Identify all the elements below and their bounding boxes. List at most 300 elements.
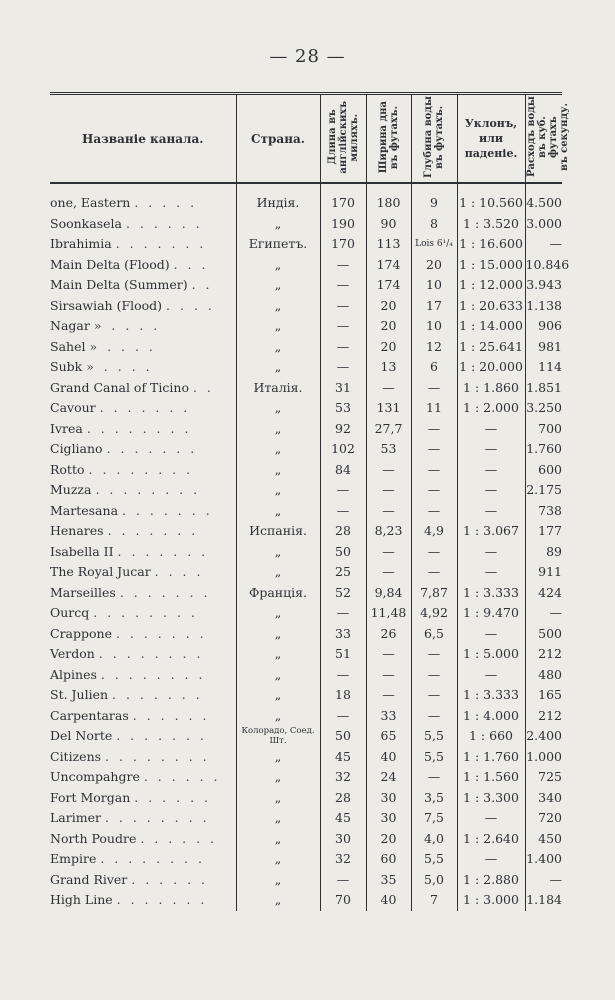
cell-bottom-width: 35 [366,870,411,891]
table-row [50,521,562,542]
cell-country: Египетъ. [236,234,320,255]
dot-leader: . . . . . . . . [88,461,194,477]
cell-country: „ [236,767,320,788]
cell-country: „ [236,562,320,583]
dot-leader: . . . . [166,297,215,313]
cell-water-depth: 6,5 [411,624,457,645]
table-row [50,644,562,665]
dot-leader: » . . . . [93,318,161,334]
cell-length: 102 [320,439,366,460]
table-row [50,214,562,235]
canal-name-text: Ivrea [50,420,83,436]
cell-slope: 1 : 3.520 [457,214,525,235]
cell-discharge: — [525,603,562,624]
cell-canal-name [50,296,236,317]
table-row [50,439,562,460]
cell-length: 28 [320,521,366,542]
canal-name-text: Alpines [50,666,97,682]
dot-leader: . . . . . . [134,789,211,805]
cell-discharge: 700 [525,419,562,440]
cell-bottom-width: — [366,665,411,686]
cell-slope: 1 : 3.000 [457,890,525,911]
cell-country: „ [236,685,320,706]
cell-length: 32 [320,767,366,788]
cell-length: 33 [320,624,366,645]
cell-bottom-width: — [366,685,411,706]
dot-leader: . . . . . . . . [95,482,201,498]
cell-country: „ [236,808,320,829]
canal-name-text: Ibrahimia [50,236,112,252]
cell-bottom-width: 9,84 [366,583,411,604]
cell-canal-name [50,665,236,686]
cell-slope: 1 : 2.880 [457,870,525,891]
cell-canal-name [50,870,236,891]
table-row [50,480,562,501]
canal-name-text: Verdon [50,646,95,662]
cell-discharge: 1.138 [525,296,562,317]
cell-canal-name [50,480,236,501]
canal-name-text: Soonkasela [50,215,122,231]
cell-bottom-width: 113 [366,234,411,255]
cell-length: 52 [320,583,366,604]
cell-length: 32 [320,849,366,870]
cell-length: — [320,255,366,276]
table-row [50,685,562,706]
table-row [50,234,562,255]
cell-water-depth: 12 [411,337,457,358]
cell-water-depth: 10 [411,316,457,337]
cell-water-depth: 7 [411,890,457,911]
dot-leader: . . . . . . . [106,441,198,457]
cell-length: 53 [320,398,366,419]
table-row [50,357,562,378]
cell-slope: — [457,460,525,481]
cell-bottom-width: 20 [366,296,411,317]
cell-slope: 1 : 14.000 [457,316,525,337]
canal-name-text: St. Julien [50,687,109,703]
cell-water-depth: — [411,706,457,727]
cell-length: — [320,665,366,686]
cell-canal-name [50,419,236,440]
cell-canal-name [50,767,236,788]
dot-leader: . . [192,379,214,395]
cell-water-depth: — [411,460,457,481]
cell-country: „ [236,829,320,850]
canal-name-text: Henares [50,523,104,539]
canal-name-text: Grand River [50,871,128,887]
cell-length: — [320,275,366,296]
cell-country: „ [236,439,320,460]
dot-leader: . . . . . . . [115,236,207,252]
cell-discharge: 4.500 [525,183,562,214]
cell-discharge: 10.846 [525,255,562,276]
cell-slope: 1 : 1.560 [457,767,525,788]
cell-bottom-width: 11,48 [366,603,411,624]
cell-bottom-width: 180 [366,183,411,214]
canal-name-text: High Line [50,892,113,908]
header-country: Страна. [236,94,320,184]
cell-water-depth: 11 [411,398,457,419]
cell-country: „ [236,665,320,686]
cell-discharge: 114 [525,357,562,378]
canal-name-text: Grand Canal of Ticino [50,379,189,395]
cell-bottom-width: 24 [366,767,411,788]
cell-water-depth: — [411,480,457,501]
header-discharge: Расходъ воды въ куб. футахъ въ секунду. [525,94,562,184]
canal-name-text: Citizens [50,748,102,764]
cell-water-depth: — [411,378,457,399]
cell-canal-name [50,521,236,542]
cell-canal-name [50,747,236,768]
cell-canal-name [50,337,236,358]
cell-bottom-width: 60 [366,849,411,870]
cell-bottom-width: — [366,562,411,583]
dot-leader: . . . . . . . . [100,666,206,682]
cell-water-depth: — [411,562,457,583]
table-row [50,337,562,358]
table-row [50,829,562,850]
cell-bottom-width: 90 [366,214,411,235]
cell-country: „ [236,480,320,501]
cell-bottom-width: 40 [366,747,411,768]
cell-length: 18 [320,685,366,706]
table-row [50,890,562,911]
cell-canal-name [50,398,236,419]
cell-slope: — [457,439,525,460]
dot-leader: . . . . . . . . [98,646,204,662]
cell-country: „ [236,419,320,440]
cell-canal-name [50,501,236,522]
dot-leader: . . . . . . . [99,400,191,416]
canal-table [50,92,570,911]
canal-name-text: Uncompahgre [50,769,140,785]
cell-canal-name [50,726,236,747]
dot-leader: . . . . [154,564,204,580]
cell-canal-name [50,829,236,850]
cell-discharge: 424 [525,583,562,604]
cell-discharge: 738 [525,501,562,522]
cell-discharge: 1.400 [525,849,562,870]
cell-water-depth: — [411,501,457,522]
cell-discharge: 1.851 [525,378,562,399]
cell-water-depth: 5,0 [411,870,457,891]
cell-bottom-width: 174 [366,275,411,296]
cell-slope: — [457,501,525,522]
cell-length: 50 [320,542,366,563]
cell-discharge: 2.175 [525,480,562,501]
cell-length: 190 [320,214,366,235]
cell-length: — [320,296,366,317]
canal-name-text: Muzza [50,482,92,498]
cell-length: — [320,357,366,378]
cell-water-depth: Lois 6¹/₄ [411,234,457,255]
cell-water-depth: 4,0 [411,829,457,850]
cell-slope: — [457,562,525,583]
cell-discharge: 600 [525,460,562,481]
table-row [50,398,562,419]
cell-country: „ [236,398,320,419]
cell-country: Индія. [236,183,320,214]
cell-bottom-width: 40 [366,890,411,911]
cell-canal-name [50,644,236,665]
cell-water-depth: 10 [411,275,457,296]
cell-length: 84 [320,460,366,481]
cell-bottom-width: — [366,460,411,481]
cell-water-depth: 7,87 [411,583,457,604]
cell-discharge: 480 [525,665,562,686]
cell-length: 45 [320,747,366,768]
cell-bottom-width: 20 [366,829,411,850]
canal-name-text: Martesana [50,502,119,518]
cell-canal-name [50,255,236,276]
cell-country: „ [236,357,320,378]
cell-slope: — [457,419,525,440]
table-row [50,747,562,768]
cell-slope: 1 : 25.641 [457,337,525,358]
cell-country: „ [236,849,320,870]
cell-discharge: — [525,234,562,255]
cell-country: „ [236,542,320,563]
cell-canal-name [50,460,236,481]
cell-canal-name [50,357,236,378]
cell-country: „ [236,747,320,768]
cell-bottom-width: 131 [366,398,411,419]
cell-length: — [320,501,366,522]
cell-slope: — [457,480,525,501]
cell-slope: — [457,665,525,686]
cell-length: — [320,706,366,727]
dot-leader: . . . . . . . [107,523,199,539]
cell-discharge: 89 [525,542,562,563]
cell-country: Франція. [236,583,320,604]
canal-name-text: Nagar [50,318,90,334]
table-row [50,665,562,686]
cell-slope: 1 : 3.300 [457,788,525,809]
cell-bottom-width: — [366,480,411,501]
cell-country: „ [236,275,320,296]
cell-canal-name [50,183,236,214]
cell-length: 92 [320,419,366,440]
canal-name-text: Larimer [50,810,101,826]
dot-leader: » . . . . [89,338,156,354]
table-row [50,767,562,788]
canal-name-text: Marseilles [50,584,116,600]
table-row [50,624,562,645]
cell-water-depth: 4,9 [411,521,457,542]
cell-length: 45 [320,808,366,829]
cell-water-depth: — [411,419,457,440]
table-header [50,94,570,184]
cell-discharge: 500 [525,624,562,645]
cell-slope: — [457,624,525,645]
dot-leader: . . [191,277,213,293]
cell-length: 50 [320,726,366,747]
cell-length: — [320,480,366,501]
canal-name-text: Empire [50,851,97,867]
dot-leader: . . . . . . [132,707,210,723]
cell-country: „ [236,706,320,727]
table-row [50,849,562,870]
cell-water-depth: 3,5 [411,788,457,809]
cell-water-depth: 8 [411,214,457,235]
cell-length: 28 [320,788,366,809]
dot-leader: . . . . . . . [115,625,207,641]
cell-bottom-width: — [366,644,411,665]
cell-length: 25 [320,562,366,583]
cell-length: 31 [320,378,366,399]
table-row [50,255,562,276]
cell-length: 70 [320,890,366,911]
cell-bottom-width: — [366,542,411,563]
canal-name-text: Sahel [50,338,86,354]
cell-country: „ [236,316,320,337]
canal-name-text: Sirsawiah (Flood) [50,297,163,313]
canal-name-text: Rotto [50,461,85,477]
cell-slope: 1 : 20.000 [457,357,525,378]
cell-slope: 1 : 12.000 [457,275,525,296]
table-row [50,788,562,809]
cell-slope: 1 : 10.560 [457,183,525,214]
cell-bottom-width: 65 [366,726,411,747]
cell-water-depth: — [411,685,457,706]
cell-slope: — [457,808,525,829]
dot-leader: . . . . . . [131,871,208,887]
cell-discharge: 720 [525,808,562,829]
table-row [50,183,562,214]
cell-water-depth: 5,5 [411,747,457,768]
cell-country: „ [236,255,320,276]
cell-country: „ [236,460,320,481]
cell-bottom-width: 8,23 [366,521,411,542]
cell-country: Испанія. [236,521,320,542]
cell-discharge: 1.000 [525,747,562,768]
cell-canal-name [50,706,236,727]
cell-slope: 1 : 3.333 [457,685,525,706]
table-row [50,870,562,891]
cell-canal-name [50,808,236,829]
cell-slope: — [457,849,525,870]
cell-country: „ [236,501,320,522]
cell-bottom-width: — [366,501,411,522]
cell-canal-name [50,603,236,624]
cell-slope: 1 : 9.470 [457,603,525,624]
header-canal-name: Названіе канала. [50,94,236,184]
cell-water-depth: 9 [411,183,457,214]
dot-leader: . . . . . . . [116,892,208,908]
dot-leader: . . . . . . . [117,543,209,559]
canal-name-text: Main Delta (Summer) [50,277,188,293]
table-row [50,378,562,399]
table-row [50,419,562,440]
cell-canal-name [50,378,236,399]
cell-water-depth: — [411,542,457,563]
dot-leader: . . . . . . [125,215,203,231]
dot-leader: . . . . . . . [112,687,203,703]
canal-name-text: North Poudre [50,830,137,846]
cell-slope: 1 : 1.760 [457,747,525,768]
cell-bottom-width: 30 [366,788,411,809]
cell-slope: 1 : 15.000 [457,255,525,276]
cell-canal-name [50,890,236,911]
cell-slope: 1 : 4.000 [457,706,525,727]
dot-leader: . . . . . . . [122,502,213,518]
cell-slope: 1 : 660 [457,726,525,747]
dot-leader: » . . . . [86,359,153,375]
cell-slope: 1 : 5.000 [457,644,525,665]
cell-length: 170 [320,234,366,255]
cell-water-depth: 5,5 [411,849,457,870]
cell-discharge: 3.250 [525,398,562,419]
cell-water-depth: — [411,665,457,686]
cell-length: 30 [320,829,366,850]
cell-discharge: 725 [525,767,562,788]
cell-slope: — [457,542,525,563]
dot-leader: . . . . . . . [116,728,207,744]
cell-water-depth: 5,5 [411,726,457,747]
cell-canal-name [50,583,236,604]
cell-discharge: 340 [525,788,562,809]
header-water-depth: Глубина воды въ футахъ. [411,94,457,184]
cell-canal-name [50,214,236,235]
canal-name-text: Del Norte [50,728,113,744]
canal-name-text: Ourcq [50,605,90,621]
dot-leader: . . . . . . . . [93,605,198,621]
cell-canal-name [50,439,236,460]
cell-country: „ [236,296,320,317]
header-bottom-width: Ширина дна въ футахъ. [366,94,411,184]
header-length: Длина въ англійскихъ миляхъ. [320,94,366,184]
cell-country: „ [236,644,320,665]
cell-discharge: 1.184 [525,890,562,911]
cell-length: — [320,337,366,358]
cell-slope: 1 : 1.860 [457,378,525,399]
cell-canal-name [50,316,236,337]
canal-name-text: Carpentaras [50,707,129,723]
cell-country: „ [236,603,320,624]
cell-water-depth: — [411,767,457,788]
cell-discharge: 3.943 [525,275,562,296]
cell-length: 51 [320,644,366,665]
dot-leader: . . . . . . . . [100,851,205,867]
dot-leader: . . . . . . . [119,584,211,600]
dot-leader: . . . . . [134,195,198,211]
cell-discharge: — [525,870,562,891]
dot-leader: . . . . . . . . [104,810,210,826]
cell-canal-name [50,234,236,255]
cell-water-depth: 6 [411,357,457,378]
cell-discharge: 212 [525,706,562,727]
table-row [50,603,562,624]
cell-bottom-width: — [366,378,411,399]
table-row [50,562,562,583]
cell-canal-name [50,788,236,809]
cell-country: „ [236,337,320,358]
dot-leader: . . . . . . [143,769,221,785]
table-row [50,542,562,563]
table-body [50,183,570,911]
cell-discharge: 2.400 [525,726,562,747]
cell-discharge: 165 [525,685,562,706]
canal-name-text: Main Delta (Flood) [50,256,170,272]
cell-length: — [320,603,366,624]
cell-bottom-width: 20 [366,337,411,358]
cell-bottom-width: 20 [366,316,411,337]
cell-discharge: 1.760 [525,439,562,460]
cell-canal-name [50,562,236,583]
cell-slope: 1 : 3.333 [457,583,525,604]
cell-water-depth: — [411,644,457,665]
cell-discharge: 3.000 [525,214,562,235]
